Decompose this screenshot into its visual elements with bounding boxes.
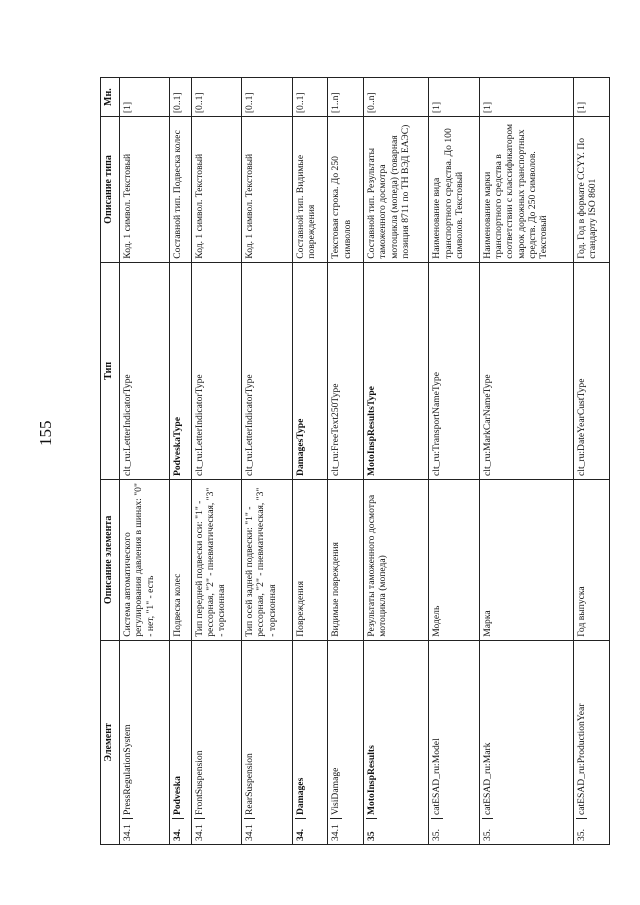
page-number: 155: [36, 420, 55, 446]
cell-element: [574, 640, 610, 844]
cell-multiplicity: [0..n]: [364, 78, 429, 117]
cell-element: [479, 640, 573, 844]
cell-element: [328, 640, 364, 844]
cell-type: clt_ru:LetterIndicatorType: [242, 262, 292, 479]
spec-table-container: [100, 77, 610, 845]
element-name: Damages: [294, 777, 306, 815]
cell-element: [429, 640, 479, 844]
row-number: 35.: [482, 818, 493, 841]
cell-element: [170, 640, 191, 844]
element-name: catESAD_ru:ProductionYear: [576, 703, 588, 815]
row-number: 35: [366, 818, 377, 841]
cell-type-description: Текстовая строка. До 250 символов: [328, 117, 364, 263]
element-name: FrontSuspension: [193, 750, 205, 815]
cell-type: DamagesType: [292, 262, 328, 479]
cell-element-description: Видимые повреждения: [328, 479, 364, 640]
table-header-row: [101, 78, 120, 845]
cell-element-description: Год выпуска: [574, 479, 610, 640]
element-name: VisiDamage: [330, 767, 342, 815]
cell-element: [292, 640, 328, 844]
row-number: 35.: [431, 818, 442, 841]
element-name: RearSuspension: [244, 753, 256, 815]
header-type-description: Описание типа: [101, 117, 120, 263]
cell-element-description: Система автоматического регулирования давления в шинах: "0" - нет, "1" - есть: [120, 479, 170, 640]
header-type: Тип: [101, 262, 120, 479]
element-name: Podveska: [172, 776, 184, 815]
row-number: 34.1: [244, 818, 255, 841]
cell-element-description: Повреждения: [292, 479, 328, 640]
cell-multiplicity: [0..1]: [292, 78, 328, 117]
table-row: [170, 78, 191, 845]
cell-type-description: Составной тип. Видимые повреждения: [292, 117, 328, 263]
row-number: 34.1: [330, 818, 341, 841]
cell-multiplicity: [1]: [120, 78, 170, 117]
element-name: catESAD_ru:Model: [431, 738, 443, 815]
cell-type: PodveskaType: [170, 262, 191, 479]
table-row: [191, 78, 241, 845]
cell-element-description: Тип осей задней подвески: "1" - рессорная, "2" - пневматическая, "3" - торсионная: [242, 479, 292, 640]
cell-multiplicity: [0..1]: [191, 78, 241, 117]
cell-multiplicity: [1]: [479, 78, 573, 117]
header-element-description: Описание элемента: [101, 479, 120, 640]
element-name: PressRegulationSystem: [122, 724, 133, 815]
cell-element: [191, 640, 241, 844]
cell-multiplicity: [0..1]: [242, 78, 292, 117]
row-number: 35.: [576, 818, 587, 841]
cell-type-description: Код. 1 символ. Текстовый: [120, 117, 170, 263]
cell-element: [364, 640, 429, 844]
cell-multiplicity: [1]: [574, 78, 610, 117]
cell-type-description: Код. 1 символ. Текстовый: [191, 117, 241, 263]
spec-table: [100, 77, 610, 845]
cell-type-description: Наименование вида транспортного средства. До 100 символов. Текстовый: [429, 117, 479, 263]
cell-multiplicity: [1..n]: [328, 78, 364, 117]
cell-type-description: Год. Год в формате ССYY. По стандарту ISO 8601: [574, 117, 610, 263]
table-row: [479, 78, 573, 845]
table-row: [429, 78, 479, 845]
row-number: 34.: [295, 818, 306, 841]
cell-multiplicity: [1]: [429, 78, 479, 117]
cell-type-description: Составной тип. Подвеска колес: [170, 117, 191, 263]
cell-type-description: Наименование марки транспортного средства в соответствии с классификатором марок дорожных транспортных средств. До 250 символов. Текстовый: [479, 117, 573, 263]
table-row: [292, 78, 328, 845]
table-row: [364, 78, 429, 845]
table-row: [120, 78, 170, 845]
cell-type-description: Составной тип. Результаты таможенного досмотра мотоцикла (мопеда) (товарная позиция 8711 по ТН ВЭД ЕАЭС): [364, 117, 429, 263]
element-name: catESAD_ru:Mark: [481, 742, 493, 815]
cell-element-description: Результаты таможенного досмотра мотоцикла (мопеда): [364, 479, 429, 640]
row-number: 34.1: [122, 818, 133, 841]
cell-element-description: Марка: [479, 479, 573, 640]
cell-type: clt_ru:TransportNameType: [429, 262, 479, 479]
cell-element-description: Модель: [429, 479, 479, 640]
row-number: 34.: [172, 818, 183, 841]
header-multiplicity: Мн.: [101, 78, 120, 117]
cell-element-description: Тип передней подвески оси: "1" - рессорная, "2" - пневматическая, "3" - торсионная: [191, 479, 241, 640]
cell-type: clt_ru:FreeText250Type: [328, 262, 364, 479]
cell-type: clt_ru:LetterIndicatorType: [120, 262, 170, 479]
cell-element: [242, 640, 292, 844]
cell-type: MotoInspResultsType: [364, 262, 429, 479]
element-name: MotoInspResults: [366, 745, 378, 815]
cell-type: clt_ru:MarkCarNameType: [479, 262, 573, 479]
header-element: Элемент: [101, 640, 120, 844]
cell-type: clt_ru:LetterIndicatorType: [191, 262, 241, 479]
cell-multiplicity: [0..1]: [170, 78, 191, 117]
table-row: [328, 78, 364, 845]
cell-type: clt_ru:DateYearCustType: [574, 262, 610, 479]
cell-element-description: Подвеска колес: [170, 479, 191, 640]
table-row: [574, 78, 610, 845]
row-number: 34.1: [194, 818, 205, 841]
cell-element: [120, 640, 170, 844]
table-row: [242, 78, 292, 845]
cell-type-description: Код. 1 символ. Текстовый: [242, 117, 292, 263]
